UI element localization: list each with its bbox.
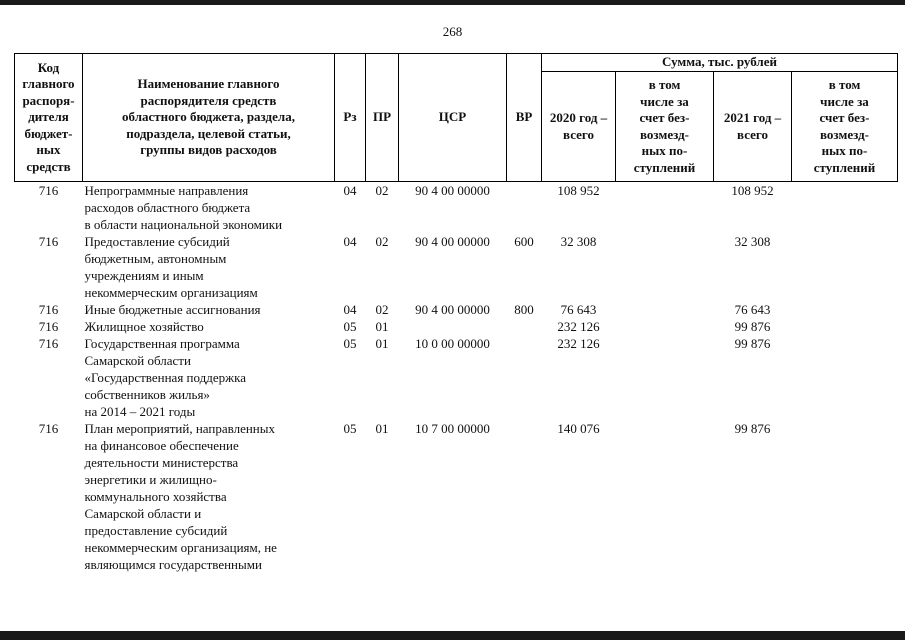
cell-name: Государственная программа Самарской области «Государственная поддержка собственников жилья» на 2014 – 2021 годы <box>84 336 247 419</box>
header-2020-total: 2020 год – всего <box>542 72 616 182</box>
cell-name: Предоставление субсидий бюджетным, автономным учреждениям и иным некоммерческим организациям <box>84 234 258 300</box>
cell-2021-total: 99 876 <box>734 319 771 334</box>
header-sum: Сумма, тыс. рублей <box>542 54 898 72</box>
cell-name: Иные бюджетные ассигнования <box>84 302 261 317</box>
cell-vr <box>507 182 542 234</box>
header-csr: ЦСР <box>399 54 507 182</box>
cell-rz: 05 <box>343 319 357 334</box>
table-row <box>15 233 898 301</box>
cell-2020-free <box>616 233 714 301</box>
cell-rz: 04 <box>343 183 357 198</box>
page-number: 268 <box>442 24 463 39</box>
cell-2020-total: 140 076 <box>557 421 600 436</box>
cell-name: Жилищное хозяйство <box>84 319 204 334</box>
header-code: Код главного распоря- дителя бюджет- ных средств <box>15 54 83 182</box>
cell-vr <box>507 420 542 573</box>
cell-2021-free <box>792 182 898 234</box>
header-rz: Рз <box>335 54 366 182</box>
cell-2020-total: 232 126 <box>557 319 600 334</box>
header-pr: ПР <box>366 54 399 182</box>
cell-code: 716 <box>38 319 59 334</box>
header-2021-free: в том числе за счет без- возмезд- ных по- ступлений <box>792 72 898 182</box>
cell-2020-free <box>616 182 714 234</box>
cell-2021-total: 108 952 <box>731 183 774 198</box>
cell-2020-total: 76 643 <box>560 302 597 317</box>
cell-code: 716 <box>38 183 59 198</box>
cell-vr: 600 <box>514 234 534 249</box>
top-border-rule <box>0 0 905 5</box>
cell-vr <box>507 318 542 335</box>
cell-code: 716 <box>38 302 59 317</box>
cell-2021-free <box>792 318 898 335</box>
cell-2021-free <box>792 233 898 301</box>
cell-vr: 800 <box>514 302 534 317</box>
cell-2020-free <box>616 335 714 420</box>
cell-name: Непрограммные направления расходов областного бюджета в области национальной экономики <box>84 183 283 232</box>
cell-2020-total: 232 126 <box>557 336 600 351</box>
cell-csr: 90 4 00 00000 <box>415 234 490 249</box>
cell-2021-free <box>792 335 898 420</box>
cell-2021-total: 32 308 <box>734 234 771 249</box>
bottom-border-rule <box>0 631 905 640</box>
cell-rz: 04 <box>343 302 357 317</box>
cell-csr: 90 4 00 00000 <box>415 302 490 317</box>
header-vr: ВР <box>507 54 542 182</box>
cell-rz: 05 <box>343 421 357 436</box>
cell-csr: 90 4 00 00000 <box>415 183 490 198</box>
cell-2021-total: 99 876 <box>734 336 771 351</box>
cell-csr: 10 7 00 00000 <box>415 421 490 436</box>
cell-2021-free <box>792 420 898 573</box>
cell-2021-total: 99 876 <box>734 421 771 436</box>
table-body <box>15 182 898 574</box>
cell-vr <box>507 335 542 420</box>
cell-pr: 01 <box>375 319 389 334</box>
cell-pr: 02 <box>375 234 389 249</box>
table-row <box>15 301 898 318</box>
cell-2020-free <box>616 318 714 335</box>
table-header <box>15 54 898 182</box>
cell-2020-free <box>616 420 714 573</box>
cell-2021-free <box>792 301 898 318</box>
cell-name: План мероприятий, направленных на финансовое обеспечение деятельности министерства энергетики и жилищно- коммунального хозяйства Самарской области и предоставление субсидий некоммерческим организациям, не являющимся государственными <box>84 421 277 572</box>
header-name: Наименование главного распорядителя средств областного бюджета, раздела, подраздела, целевой статьи, группы видов расходов <box>83 54 335 182</box>
table-row <box>15 318 898 335</box>
cell-csr: 10 0 00 00000 <box>415 336 490 351</box>
cell-code: 716 <box>38 234 59 249</box>
cell-pr: 01 <box>375 421 389 436</box>
cell-2020-free <box>616 301 714 318</box>
cell-2020-total: 32 308 <box>560 234 597 249</box>
header-2020-free: в том числе за счет без- возмезд- ных по- ступлений <box>616 72 714 182</box>
cell-pr: 02 <box>375 302 389 317</box>
cell-2021-total: 76 643 <box>734 302 771 317</box>
cell-csr <box>399 318 507 335</box>
cell-code: 716 <box>38 336 59 351</box>
table-row <box>15 335 898 420</box>
table-row <box>15 420 898 573</box>
budget-table <box>14 53 898 573</box>
cell-rz: 04 <box>343 234 357 249</box>
cell-2020-total: 108 952 <box>557 183 600 198</box>
header-2021-total: 2021 год – всего <box>714 72 792 182</box>
cell-pr: 01 <box>375 336 389 351</box>
cell-code: 716 <box>38 421 59 436</box>
cell-pr: 02 <box>375 183 389 198</box>
cell-rz: 05 <box>343 336 357 351</box>
table-row <box>15 182 898 234</box>
